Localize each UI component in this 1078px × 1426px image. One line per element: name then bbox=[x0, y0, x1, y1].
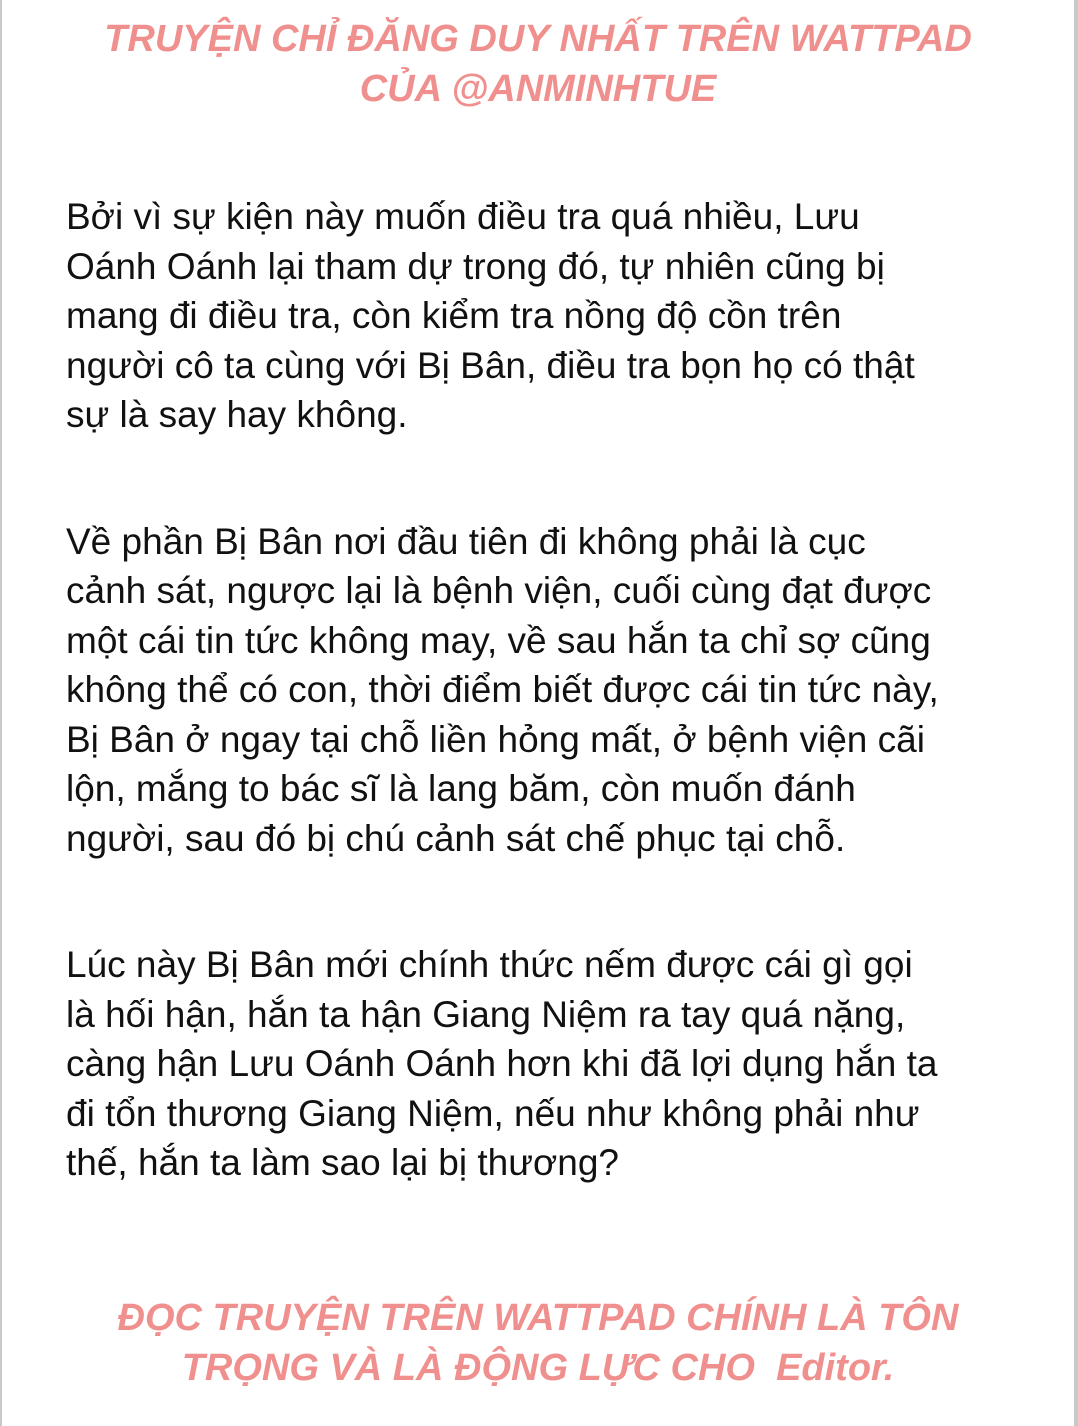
paragraph-line: sự là say hay không. bbox=[66, 394, 408, 435]
paragraph-line: Bị Bân ở ngay tại chỗ liền hỏng mất, ở bệnh viện cãi bbox=[66, 718, 925, 760]
footer-notice-line-1: ĐỌC TRUYỆN TRÊN WATTPAD CHÍNH LÀ TÔN bbox=[117, 1297, 959, 1339]
paragraph-line: đi tổn thương Giang Niệm, nếu như không phải như bbox=[66, 1092, 920, 1134]
paragraph-line: Về phần Bị Bân nơi đầu tiên đi không phải là cục bbox=[66, 520, 866, 562]
header-notice-line-2: CỦA @ANMINHTUE bbox=[359, 68, 717, 110]
footer-notice-line-2: TRỌNG VÀ LÀ ĐỘNG LỰC CHO Editor. bbox=[181, 1347, 895, 1389]
paragraph-line: Lúc này Bị Bân mới chính thức nếm được cái gì gọi bbox=[66, 944, 913, 985]
header-notice bbox=[2, 14, 1074, 114]
paragraph-line: người cô ta cùng với Bị Bân, điều tra bọn họ có thật bbox=[66, 344, 915, 386]
paragraph-2 bbox=[66, 517, 1034, 864]
paragraph-1 bbox=[66, 192, 1034, 440]
paragraph-line: không thể có con, thời điểm biết được cái tin tức này, bbox=[66, 669, 939, 710]
paragraph-line: mang đi điều tra, còn kiểm tra nồng độ cồn trên bbox=[66, 295, 842, 336]
story-body bbox=[66, 192, 1034, 1265]
paragraph-line: là hối hận, hắn ta hận Giang Niệm ra tay quá nặng, bbox=[66, 993, 906, 1035]
paragraph-line: Oánh Oánh lại tham dự trong đó, tự nhiên cũng bị bbox=[66, 245, 885, 287]
paragraph-3 bbox=[66, 940, 1034, 1188]
paragraph-line: Bởi vì sự kiện này muốn điều tra quá nhiều, Lưu bbox=[66, 196, 860, 237]
document-page bbox=[2, 0, 1074, 1426]
paragraph-line: càng hận Lưu Oánh Oánh hơn khi đã lợi dụng hắn ta bbox=[66, 1043, 938, 1084]
header-notice-line-1: TRUYỆN CHỈ ĐĂNG DUY NHẤT TRÊN WATTPAD bbox=[104, 18, 972, 60]
paragraph-line: thế, hắn ta làm sao lại bị thương? bbox=[66, 1142, 619, 1183]
paragraph-line: lộn, mắng to bác sĩ là lang băm, còn muốn đánh bbox=[66, 768, 856, 809]
paragraph-line: một cái tin tức không may, về sau hắn ta chỉ sợ cũng bbox=[66, 619, 931, 661]
paragraph-line: cảnh sát, ngược lại là bệnh viện, cuối cùng đạt được bbox=[66, 570, 932, 611]
footer-notice bbox=[2, 1293, 1074, 1393]
paragraph-line: người, sau đó bị chú cảnh sát chế phục tại chỗ. bbox=[66, 817, 846, 859]
